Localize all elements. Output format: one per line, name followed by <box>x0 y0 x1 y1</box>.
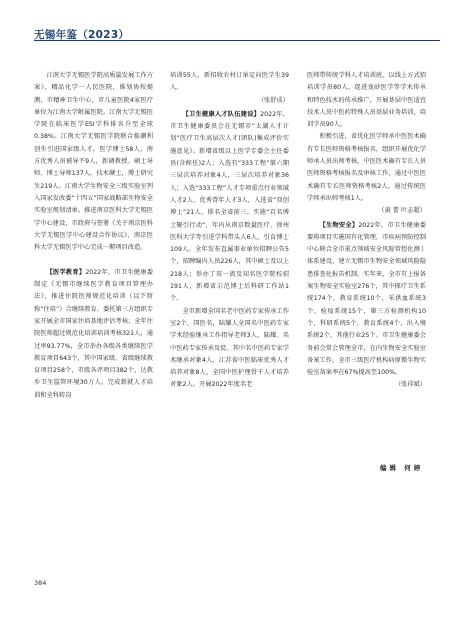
section-body: 2022年，市卫生健康委员会在无锡市“太湖人才计划”医疗卫生高层次人才(团队)集成评价实施意见》。新增省级以上医学专委会主任委员(含候任)2人；入选有“333工程”第六期三层次培养对象4人，三层次培养对象36人；入选“333工程”人才专项重点行业领域人才2人、优秀青年人才3人，入选省“双创博士”21人，排名全省前三。实施“百名博士聚引行动”，年内从南京数量医疗、徐州医科大学等引进学科带头人6人，引育博士109人。全年发布直属事业单位招聘公告5个，招聘编内人员226人，其中硕士及以上218人；举办了双一流及知名医学院校招191人，新增省示范博士后科研工作站1个。 <box>170 110 290 303</box>
text-column-2 <box>170 70 289 392</box>
paragraph: 医师带传统学科人才培训班，以线上方式招培训学员80人，促进龙砂医学等学术传承和特色技术的传承推广，开展基层中医适宜技术人员中医药特殊人员基层业务培训，培训学员90人。 <box>307 72 426 129</box>
section-body: 2022年，市卫生健康委要将项目实施国有化管理，市疾病预防控制中心联合全市重点领域安全风险管控化测丨体系建设，建立无锡市生物安全领域风险隐患排查化报告机制。实年来，全市有上报备案生物安全实验室276个，其中探疗卫生系统174个，教育系统10个，采供血系统3个，检疫系统15个，第三方检测机构10个，科研系统5个，教育系统4个，出入境系统2个，其他行业25个。市卫生健康委会务前会常会管理全市，在内生物安全实验室备案工作，全市三级医疗机构病原微生物实验室备案率在67%提高至100%。 <box>307 221 427 377</box>
author-signature: （黄 蕾 叶志超） <box>378 207 426 215</box>
editor-credit: 编辑 何婷 <box>380 464 424 472</box>
section-body: 2022年，市卫生健康委制定《无锡市继续医学教育项目管理办法》，推进住院医师规范化培训（以下简称“住培”）合继续教育。委托第三方组织专家开展全市国家住培基地评估考核；全年住院医师超过规范化培训培训考核321人，通过率93.77%，全市举办各级各类继续医学教育项目643个，其中国家级、省级继续教育项目258个，市级各评项目382个，达教乡卫生监管环境30万人。完成新就人才培训和全科转岗 <box>34 268 154 399</box>
section-biosafety <box>307 220 426 380</box>
page-header-title: 无锡年鉴（2023） <box>34 29 130 41</box>
section-heading: 【医学教育】 <box>46 268 86 276</box>
paragraph-gap <box>34 254 153 266</box>
section-medical-education <box>34 267 153 402</box>
paragraph: 积极引进，省优化医学师承中医医术确有专长医师资格考核报名，组织开展优化学师承人员出师考核，中医医术确有专长人员医师资格考核报名及审核工作，通过中医医术确有专长医师资格考核2人，通过传统医学师承出师考核1人。 <box>307 133 426 202</box>
section-heading: 【生物安全】 <box>319 221 359 229</box>
author-signature: （张祥斌） <box>394 381 426 389</box>
paragraph: 江南大学无锡医学院高质量发展工作方案》，精品化学一人民医院，推划协按提测，市精神卫生中心，市儿童医院4家医疗单位为江南大学附属医院。江南大学无锡医学院在临床医学ESI学科排名升至全球0.38%。江南大学无锡医学院联合临潮利创生引进国家级人才，医学博士58人，南方优秀人员被导不9人，新调教授、硕士导师、博士导师137人，技术硬士，博士研究生219人。江南大学生物安全三级实验室列入国家发改委“十四五”国家战略部生物安全实验室规划清单。推进南京医科大学无锡医学中心建设，市政府与签署《关于南京医科大学无锡医学中心建设合作协议》，南京医科大学无锡医学中心完成一期项目改造。 <box>34 72 153 252</box>
section-talent-team <box>170 109 289 306</box>
author-signature: （张舒成） <box>257 96 289 104</box>
section-heading: 【卫生健康人才队伍建设】 <box>182 110 261 118</box>
paragraph: 培训55人，新招收农村订单定向医学生39人。 <box>170 72 289 92</box>
text-column-1 <box>34 70 153 402</box>
text-column-3 <box>307 70 426 392</box>
header-rule <box>34 40 440 41</box>
page-number: 384 <box>34 579 47 587</box>
paragraph: 全市新增全国名老中医药专家传承工作室2个，国医名，陆耀人全国名中医药专家学术经验继承工作指导老师3人，陆耀、名中医药专家传承及徒、其中名中医药专家学术继承对象4人，江苏省中医临床优秀人才培养对象8人，全国中医护理骨干人才培养对象2人。开展2022年度名老 <box>170 307 289 389</box>
